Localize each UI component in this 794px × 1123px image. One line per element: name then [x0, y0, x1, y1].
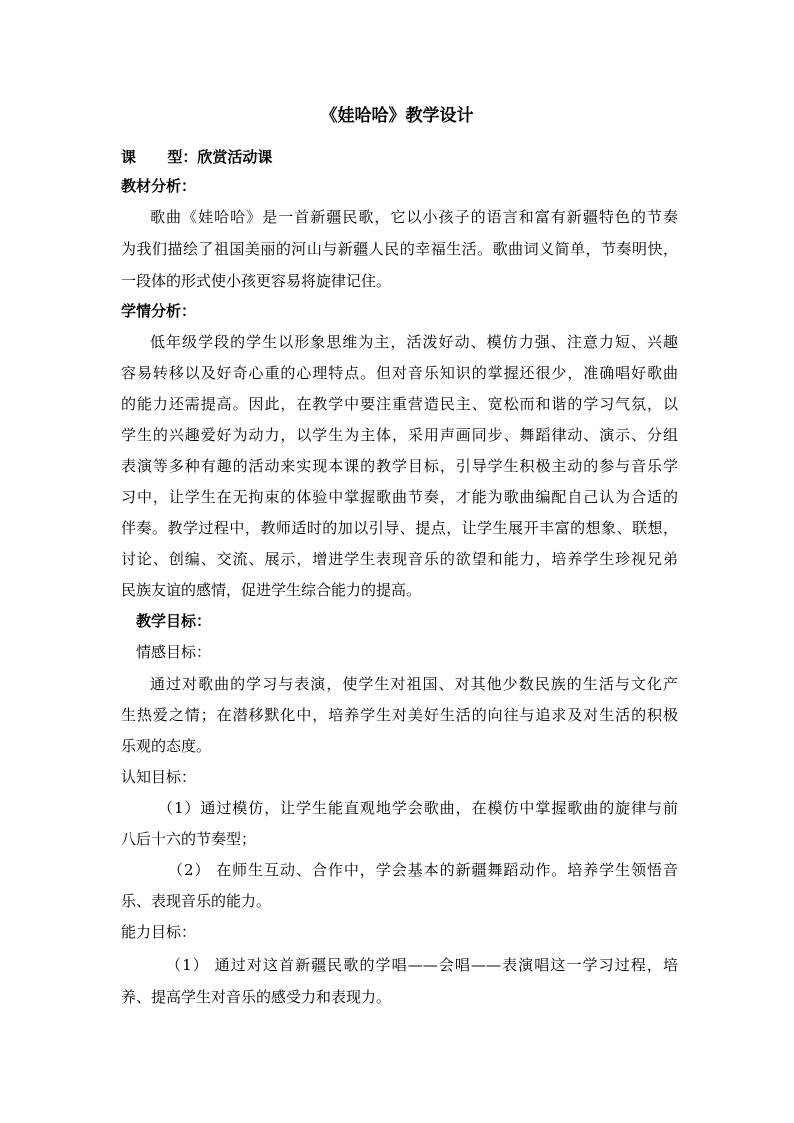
textbook-analysis-heading: 教材分析： [121, 177, 197, 195]
learner-analysis-line: 伴奏。教学过程中，教师适时的加以引导、提点，让学生展开丰富的想象、联想， [121, 519, 678, 537]
learner-analysis-heading: 学情分析： [121, 302, 197, 320]
learner-analysis-line: 容易转移以及好奇心重的心理特点。但对音乐知识的掌握还很少，准确唱好歌曲 [121, 364, 678, 382]
teaching-goals-heading: 教学目标： [136, 612, 212, 630]
emotion-goals-heading: 情感目标： [136, 643, 212, 661]
cognitive-goal-item-2-cont: 乐、表现音乐的能力。 [121, 892, 272, 910]
learner-analysis-line: 低年级学段的学生以形象思维为主，活泼好动、模仿力强、注意力短、兴趣 [150, 333, 678, 351]
cognitive-goal-item-2: （2） 在师生互动、合作中，学会基本的新疆舞蹈动作。培养学生领悟音 [168, 861, 678, 879]
emotion-goals-line: 通过对歌曲的学习与表演，使学生对祖国、对其他少数民族的生活与文化产 [150, 675, 678, 693]
lesson-type-label: 课 型： [121, 148, 198, 166]
learner-analysis-line: 讨论、创编、交流、展示，增进学生表现音乐的欲望和能力，培养学生珍视兄弟 [121, 550, 678, 568]
textbook-analysis-line: 歌曲《娃哈哈》是一首新疆民歌，它以小孩子的语言和富有新疆特色的节奏 [150, 208, 678, 226]
cognitive-goal-item-1-cont: 八后十六的节奏型； [121, 830, 257, 848]
lesson-type-value: 欣赏活动课 [197, 148, 273, 166]
ability-goal-item-1-cont: 养、提高学生对音乐的感受力和表现力。 [121, 988, 392, 1006]
emotion-goals-line: 乐观的态度。 [121, 737, 212, 755]
ability-goal-item-1: （1） 通过对这首新疆民歌的学唱——会唱——表演唱这一学习过程，培 [166, 956, 678, 974]
ability-goals-heading: 能力目标： [121, 923, 197, 941]
learner-analysis-line: 的能力还需提高。因此，在教学中要注重营造民主、宽松而和谐的学习气氛，以 [121, 395, 678, 413]
learner-analysis-line: 表演等多种有趣的活动来实现本课的教学目标，引导学生积极主动的参与音乐学 [121, 457, 678, 475]
learner-analysis-line: 习中，让学生在无拘束的体验中掌握歌曲节奏，才能为歌曲编配自己认为合适的 [121, 488, 678, 506]
learner-analysis-line: 学生的兴趣爱好为动力，以学生为主体，采用声画同步、舞蹈律动、演示、分组 [121, 426, 678, 444]
cognitive-goals-heading: 认知目标： [121, 768, 197, 786]
learner-analysis-line: 民族友谊的感情，促进学生综合能力的提高。 [121, 581, 422, 599]
textbook-analysis-line: 为我们描绘了祖国美丽的河山与新疆人民的幸福生活。歌曲词义简单，节奏明快， [121, 240, 678, 258]
cognitive-goal-item-1: （1）通过模仿，让学生能直观地学会歌曲，在模仿中掌握歌曲的旋律与前 [158, 799, 678, 817]
emotion-goals-line: 生热爱之情；在潜移默化中，培养学生对美好生活的向往与追求及对生活的积极 [121, 706, 678, 724]
textbook-analysis-line: 一段体的形式使小孩更容易将旋律记住。 [121, 272, 392, 290]
lesson-type-row [121, 146, 272, 168]
document-title: 《娃哈哈》教学设计 [320, 106, 474, 126]
